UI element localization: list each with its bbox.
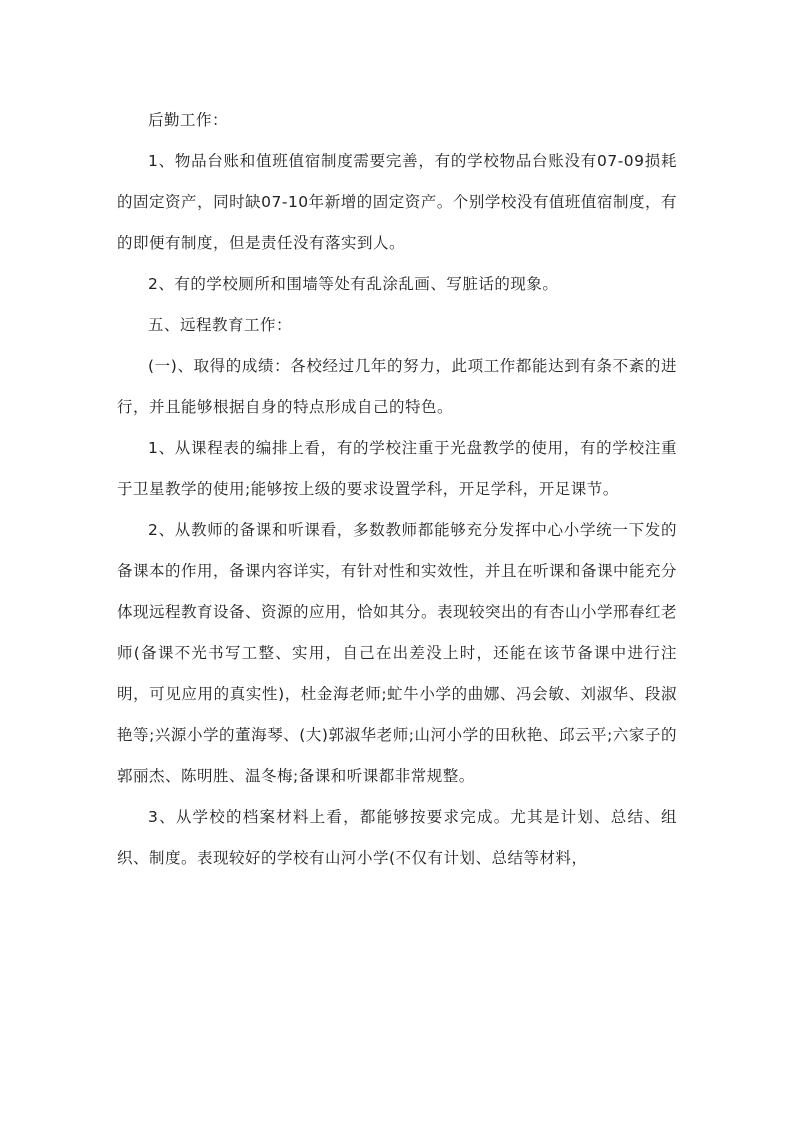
section-heading-logistics: 后勤工作： bbox=[148, 111, 229, 129]
paragraph-achievements: (一)、取得的成绩：各校经过几年的努力，此项工作都能达到有条不紊的进行，并且能够根据自身的特点形成自己的特色。 bbox=[117, 357, 677, 416]
document-body bbox=[117, 100, 677, 879]
paragraph-remote-item-2: 2、从教师的备课和听课看，多数教师都能够充分发挥中心小学统一下发的备课本的作用，备课内容详实，有针对性和实效性，并且在听课和备课中能充分体现远程教育设备、资源的应用，恰如其分。表现较突出的有杏山小学邢春红老师(备课不光书写工整、实用，自己在出差没上时，还能在该节备课中进行注明，可见应用的真实性)，杜金海老师;虻牛小学的曲娜、冯会敏、刘淑华、段淑艳等;兴源小学的董海琴、(大)郭淑华老师;山河小学的田秋艳、邱云平;六家子的郭丽杰、陈明胜、温冬梅;备课和听课都非常规整。 bbox=[117, 521, 678, 785]
paragraph-logistics-item-2: 2、有的学校厕所和围墙等处有乱涂乱画、写脏话的现象。 bbox=[148, 275, 559, 293]
paragraph-logistics-item-1: 1、物品台账和值班值宿制度需要完善，有的学校物品台账没有07-09损耗的固定资产，同时缺07-10年新增的固定资产。个别学校没有值班值宿制度，有的即便有制度，但是责任没有落实到人。 bbox=[117, 152, 677, 252]
paragraph-remote-item-3: 3、从学校的档案材料上看，都能够按要求完成。尤其是计划、总结、组织、制度。表现较好的学校有山河小学(不仅有计划、总结等材料， bbox=[117, 808, 677, 867]
paragraph-remote-item-1: 1、从课程表的编排上看，有的学校注重于光盘教学的使用，有的学校注重于卫星教学的使用;能够按上级的要求设置学科，开足学科，开足课节。 bbox=[117, 439, 677, 498]
section-heading-remote-education: 五、远程教育工作： bbox=[148, 316, 293, 334]
